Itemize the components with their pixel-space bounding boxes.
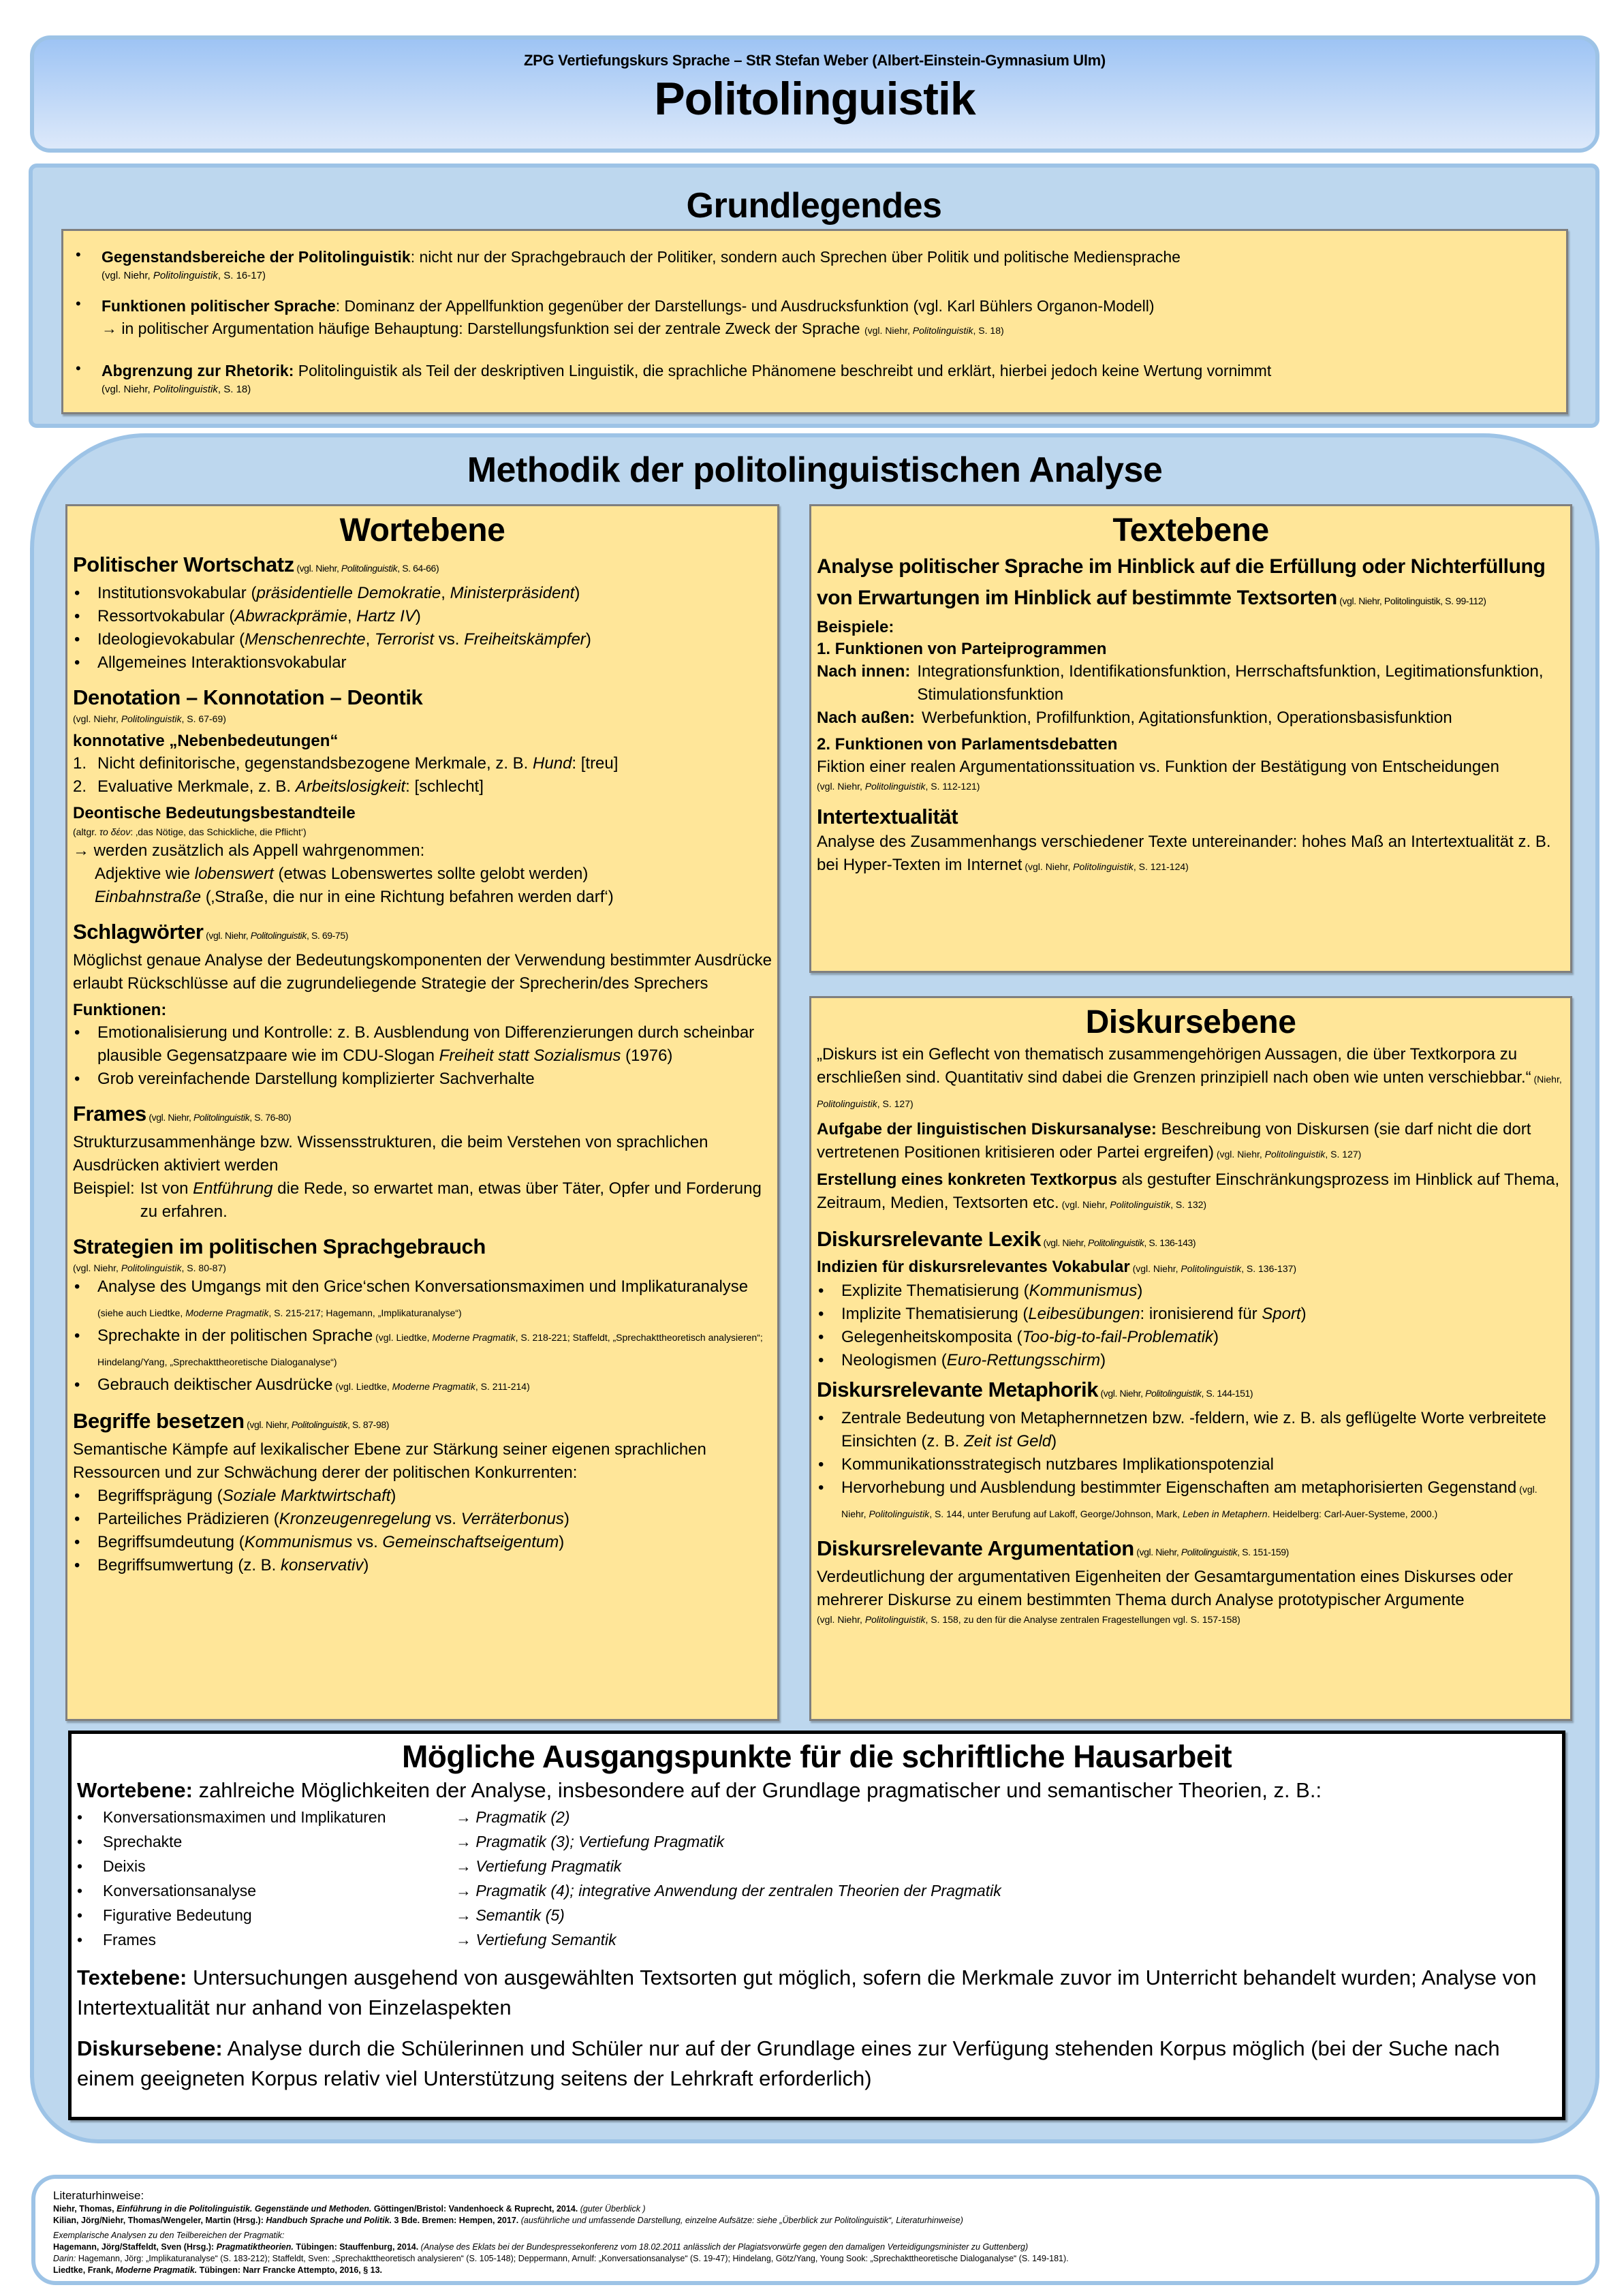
- wortebene-lead: Wortebene: zahlreiche Möglichkeiten der Analyse, insbesondere auf der Grundlage pragmatischer und semantischer Theorien, z. B.:: [77, 1778, 1322, 1802]
- list-item: • Hervorhebung und Ausblendung bestimmter Eigenschaften am metaphorisierten Gegenstand (vgl. Niehr, Politolinguistik, S. 144, unter Berufung auf Lakoff, George/Johnson, Mark, Leben in Metaphern. Heidelberg: Carl-Auer-Systeme, 2000.): [817, 1476, 1565, 1525]
- item-label: Funktionen politischer Sprache: [102, 297, 336, 315]
- citation: (altgr. το δέον: ‚das Nötige, das Schickliche, die Pflicht‘): [73, 826, 307, 837]
- panel-title: Textebene: [1112, 512, 1269, 548]
- funktionen-list: [73, 1021, 772, 1091]
- list-item: • Explizite Thematisierung (Kommunismus): [817, 1279, 1565, 1303]
- list-item: • Begriffsumdeutung (Kommunismus vs. Gemeinschaftseigentum): [73, 1531, 772, 1554]
- subheading-begriffe: Begriffe besetzen (vgl. Niehr, Politolinguistik, S. 87-98): [73, 1409, 389, 1433]
- list-item: • Zentrale Bedeutung von Metaphernnetzen bzw. -feldern, wie z. B. als geflügelte Worte verbreitete Einsichten (z. B. Zeit ist Geld): [817, 1407, 1565, 1453]
- intertext-heading: Intertextualität: [817, 805, 958, 828]
- panel-title: Mögliche Ausgangspunkte für die schriftliche Hausarbeit: [401, 1739, 1232, 1774]
- textebene-paragraph: Textebene: Untersuchungen ausgehend von ausgewählten Textsorten gut möglich, sofern die Merkmale zuvor im Unterricht behandelt wurden; Analyse von Intertextualität nur anhand von Einzelaspekten: [77, 1966, 1537, 2019]
- item-label: Gegenstandsbereiche der Politolinguistik: [102, 248, 411, 266]
- list-item: • Grob vereinfachende Darstellung komplizierter Sachverhalte: [73, 1068, 772, 1091]
- example-text: Adjektive wie lobenswert (etwas Lobenswertes sollte gelobt werden): [95, 865, 589, 883]
- section-grundlegendes: [29, 164, 1599, 428]
- list-item: • Figurative Bedeutung → Semantik (5): [77, 1906, 565, 1924]
- list-item: • Begriffsumwertung (z. B. konservativ): [73, 1554, 772, 1577]
- section-methodik: [30, 433, 1599, 2143]
- section-literatur: [31, 2175, 1599, 2285]
- list-item: • Konversationsanalyse → Pragmatik (4); integrative Anwendung der zentralen Theorien der Pragmatik: [77, 1882, 1001, 1899]
- citation: (vgl. Niehr, Politolinguistik, S. 112-121): [817, 781, 980, 792]
- list-item: • Konversationsmaximen und Implikaturen → Pragmatik (2): [77, 1808, 570, 1826]
- body-text: Erstellung eines konkreten Textkorpus als gestufter Einschränkungsprozess im Hinblick auf Thema, Zeitraum, Medien, Textsorten etc. (vgl. Niehr, Politolinguistik, S. 132): [817, 1170, 1560, 1212]
- bullet-icon: •: [76, 295, 81, 312]
- panel-textebene: [809, 504, 1572, 973]
- poster-subtitle: ZPG Vertiefungskurs Sprache – StR Stefan Weber (Albert-Einstein-Gymnasium Ulm): [524, 52, 1106, 69]
- citation: (vgl. Niehr, Politolinguistik, S. 80-87): [73, 1262, 226, 1273]
- list-item: • Begriffsprägung (Soziale Marktwirtschaft): [73, 1485, 772, 1508]
- list-item: 2. Evaluative Merkmale, z. B. Arbeitslosigkeit: [schlecht]: [73, 777, 484, 796]
- nach-innen-row: Nach innen: Integrationsfunktion, Identifikationsfunktion, Herrschaftsfunktion, Legitimationsfunktion, Stimulationsfunktion: [817, 662, 1544, 704]
- konnotative-list: [73, 752, 772, 798]
- list-item: • Analyse des Umgangs mit den Grice‘schen Konversationsmaximen und Implikaturanalyse (siehe auch Liedtke, Moderne Pragmatik, S. 215-217; Hagemann, „Implikaturanalyse“): [73, 1275, 772, 1324]
- nach-aussen-row: Nach außen: Werbefunktion, Profilfunktion, Agitationsfunktion, Operationsbasisfunktion: [817, 709, 1452, 727]
- body-text: Analyse des Zusammenhangs verschiedener Texte untereinander: hohes Maß an Intertextualität z. B. bei Hyper-Texten im Internet (vgl. Niehr, Politolinguistik, S. 121-124): [817, 833, 1551, 874]
- subheading-strategien: Strategien im politischen Sprachgebrauch: [73, 1235, 486, 1258]
- strategien-list: [73, 1275, 772, 1398]
- section-title: Grundlegendes: [686, 186, 942, 226]
- indizien-heading: Indizien für diskursrelevantes Vokabular (vgl. Niehr, Politolinguistik, S. 136-137): [817, 1258, 1297, 1276]
- begriffe-list: [73, 1485, 772, 1577]
- subheading-lexik: Diskursrelevante Lexik (vgl. Niehr, Politolinguistik, S. 136-143): [817, 1227, 1196, 1251]
- citation: (vgl. Niehr, Politolinguistik, S. 67-69): [73, 713, 226, 724]
- literatur-title: Literaturhinweise:: [53, 2189, 144, 2202]
- exemplarisch-label: Exemplarische Analysen zu den Teilbereichen der Pragmatik:: [53, 2231, 285, 2240]
- citation: (vgl. Niehr, Politolinguistik, S. 16-17): [102, 270, 266, 281]
- subheading-frames: Frames (vgl. Niehr, Politolinguistik, S. 76-80): [73, 1102, 292, 1126]
- konnotative-heading: konnotative „Nebenbedeutungen“: [73, 732, 339, 750]
- item-text: : Dominanz der Appellfunktion gegenüber der Darstellungs- und Ausdrucksfunktion (vgl. Karl Bühlers Organon-Modell): [335, 297, 1155, 315]
- parteiprogramme-heading: 1. Funktionen von Parteiprogrammen: [817, 640, 1107, 658]
- literature-entry: Darin: Hagemann, Jörg: „Implikaturanalyse“ (S. 183-212); Staffeldt, Sven: „Sprechakttheoretisch analysieren“ (S. 105-148); Deppermann, Arnulf: „Konversationsanalyse“ (S. 19-47); Hindelang, Götz/Yang, Young Sook: „Sprechakttheoretische Dialoganalyse“ (S. 149-181).: [53, 2254, 1069, 2263]
- metaphorik-list: [817, 1407, 1565, 1525]
- panel-title: Wortebene: [339, 512, 505, 548]
- literature-entry: Liedtke, Frank, Moderne Pragmatik. Tübingen: Narr Francke Attempto, 2016, § 13.: [53, 2265, 383, 2275]
- panel-hausarbeit: [68, 1731, 1565, 2120]
- list-item: • Sprechakte → Pragmatik (3); Vertiefung Pragmatik: [77, 1833, 725, 1850]
- arrow-text: → werden zusätzlich als Appell wahrgenommen:: [73, 841, 425, 860]
- poster-header: [30, 35, 1599, 153]
- subheading-denotation: Denotation – Konnotation – Deontik: [73, 685, 423, 709]
- bullet-icon: •: [76, 360, 81, 377]
- list-item: • Deixis → Vertiefung Pragmatik: [77, 1857, 622, 1875]
- subheading-wortschatz: Politischer Wortschatz (vgl. Niehr, Politolinguistik, S. 64-66): [73, 553, 439, 576]
- diskursebene-paragraph: Diskursebene: Analyse durch die Schülerinnen und Schüler nur auf der Grundlage eines zur Verfügung stehenden Korpus möglich (bei der Suche nach einem geeigneten Korpus relativ viel Unterstützung seitens der Lehrkraft erforderlich): [77, 2036, 1500, 2090]
- literature-entry: Kilian, Jörg/Niehr, Thomas/Wengeler, Martin (Hrsg.): Handbuch Sprache und Politik. 3 Bde. Bremen: Hempen, 2017. (ausführliche und umfassende Darstellung, einzelne Aufsätze: siehe „Überblick zur Politolinguistik“, Literaturhinweise): [53, 2216, 963, 2225]
- list-item: • Gebrauch deiktischer Ausdrücke (vgl. Liedtke, Moderne Pragmatik, S. 211-214): [73, 1374, 772, 1398]
- poster-title: Politolinguistik: [654, 73, 975, 125]
- funktionen-label: Funktionen:: [73, 1001, 167, 1019]
- quote-text: „Diskurs ist ein Geflecht von thematisch zusammengehörigen Aussagen, die über Textkorpora zu erschließen sind. Quantitativ sind dabei die Grenzen prinzipiell nach oben wie unten verschiebbar.“ (Niehr, Politolinguistik, S. 127): [817, 1045, 1562, 1109]
- list-item: • Implizite Thematisierung (Leibesübungen: ironisierend für Sport): [817, 1303, 1565, 1326]
- hausarbeit-topic-list: [77, 1805, 1557, 1952]
- panel-title: Diskursebene: [1085, 1004, 1296, 1040]
- subheading-metaphorik: Diskursrelevante Metaphorik (vgl. Niehr, Politolinguistik, S. 144-151): [817, 1378, 1253, 1401]
- literature-entry: Niehr, Thomas, Einführung in die Politolinguistik. Gegenstände und Methoden. Göttingen/Bristol: Vandenhoeck & Ruprecht, 2014. (guter Überblick ): [53, 2204, 646, 2214]
- subheading-schlagwoerter: Schlagwörter (vgl. Niehr, Politolinguistik, S. 69-75): [73, 920, 348, 944]
- list-item: • Parteiliches Prädizieren (Kronzeugenregelung vs. Verräterbonus): [73, 1508, 772, 1531]
- list-item: [76, 295, 1554, 342]
- section-title: Methodik der politolinguistischen Analyse: [467, 450, 1163, 490]
- bullet-icon: •: [76, 246, 81, 263]
- deontisch-heading: Deontische Bedeutungsbestandteile: [73, 804, 356, 822]
- list-item: 1. Nicht definitorische, gegenstandsbezogene Merkmale, z. B. Hund: [treu]: [73, 754, 619, 773]
- item-text: Politolinguistik als Teil der deskriptiven Linguistik, die sprachliche Phänomene beschreibt und erklärt, hierbei jedoch keine Wertung vornimmt: [294, 362, 1272, 379]
- citation: (vgl. Niehr, Politolinguistik, S. 158, zu den für die Analyse zentralen Fragestellungen vgl. S. 157-158): [817, 1614, 1240, 1625]
- list-item: • Frames → Vertiefung Semantik: [77, 1931, 616, 1949]
- body-text: Verdeutlichung der argumentativen Eigenheiten der Gesamtargumentation eines Diskurses oder mehrerer Diskurse zu einem bestimmten Thema durch Analyse prototypischer Argumente: [817, 1568, 1513, 1609]
- parlament-heading: 2. Funktionen von Parlamentsdebatten: [817, 735, 1118, 754]
- item-label: Abgrenzung zur Rhetorik:: [102, 362, 294, 379]
- body-text: Aufgabe der linguistischen Diskursanalyse: Beschreibung von Diskursen (sie darf nicht die dort vertretenen Positionen kritisieren oder Partei ergreifen) (vgl. Niehr, Politolinguistik, S. 127): [817, 1120, 1531, 1162]
- list-item: • Neologismen (Euro-Rettungsschirm): [817, 1349, 1565, 1372]
- literature-entry: Hagemann, Jörg/Staffeldt, Sven (Hrsg.): Pragmatiktheorien. Tübingen: Stauffenburg, 2014. (Analyse des Eklats bei der Bundespressekonferenz vom 18.02.2011 anlässlich der Plagiatsvorwürfe gegen den damaligen Verteidigungsminister zu Guttenberg): [53, 2242, 1029, 2252]
- list-item: • Institutionsvokabular (präsidentielle Demokratie, Ministerpräsident): [73, 582, 772, 605]
- list-item: • Allgemeines Interaktionsvokabular: [73, 651, 772, 674]
- wortschatz-list: [73, 582, 772, 674]
- example-text: Einbahnstraße (‚Straße, die nur in eine Richtung befahren werden darf‘): [95, 888, 614, 906]
- list-item: • Sprechakte in der politischen Sprache (vgl. Liedtke, Moderne Pragmatik, S. 218-221; Staffeldt, „Sprechakttheoretisch analysieren“; Hindelang/Yang, „Sprechakttheoretische Dialoganalyse“): [73, 1324, 772, 1374]
- body-text: Strukturzusammenhänge bzw. Wissensstrukturen, die beim Verstehen von sprachlichen Ausdrücken aktiviert werden: [73, 1133, 708, 1175]
- item-arrow-text: → in politischer Argumentation häufige Behauptung: Darstellungsfunktion sei der zentrale Zweck der Sprache (vgl. Niehr, Politolinguistik, S. 18): [102, 320, 1004, 337]
- list-item: • Gelegenheitskomposita (Too-big-to-fail-Problematik): [817, 1326, 1565, 1349]
- beispiele-label: Beispiele:: [817, 618, 894, 636]
- body-text: Möglichst genaue Analyse der Bedeutungskomponenten der Verwendung bestimmter Ausdrücke erlaubt Rückschlüsse auf die zugrundeliegende Strategie der Sprecherin/des Sprechers: [73, 951, 772, 993]
- list-item: [76, 246, 1554, 284]
- list-item: [76, 360, 1554, 398]
- textebene-heading: Analyse politischer Sprache im Hinblick auf die Erfüllung oder Nichterfüllung von Erwartungen im Hinblick auf bestimmte Textsorten (vgl. Niehr, Politolinguistik, S. 99-112): [817, 555, 1546, 609]
- lexik-list: [817, 1279, 1565, 1372]
- example-text: Beispiel: Ist von Entführung die Rede, so erwartet man, etwas über Täter, Opfer und Forderung zu erfahren.: [73, 1179, 762, 1221]
- subheading-argumentation: Diskursrelevante Argumentation (vgl. Niehr, Politolinguistik, S. 151-159): [817, 1536, 1289, 1560]
- list-item: • Ressortvokabular (Abwrackprämie, Hartz IV): [73, 605, 772, 628]
- body-text: Fiktion einer realen Argumentationssituation vs. Funktion der Bestätigung von Entscheidungen: [817, 758, 1499, 776]
- list-item: • Ideologievokabular (Menschenrechte, Terrorist vs. Freiheitskämpfer): [73, 628, 772, 651]
- body-text: Semantische Kämpfe auf lexikalischer Ebene zur Stärkung seiner eigenen sprachlichen Ressourcen und zur Schwächung derer der politischen Konkurrenten:: [73, 1440, 706, 1482]
- list-item: • Emotionalisierung und Kontrolle: z. B. Ausblendung von Differenzierungen durch scheinbar plausible Gegensatzpaare wie im CDU-Slogan Freiheit statt Sozialismus (1976): [73, 1021, 772, 1068]
- item-text: : nicht nur der Sprachgebrauch der Politiker, sondern auch Sprechen über Politik und politische Mediensprache: [410, 248, 1181, 266]
- panel-diskursebene: [809, 996, 1572, 1721]
- citation: (vgl. Niehr, Politolinguistik, S. 18): [102, 384, 251, 395]
- list-item: • Kommunikationsstrategisch nutzbares Implikationspotenzial: [817, 1453, 1565, 1476]
- panel-wortebene: [65, 504, 779, 1721]
- grundlegendes-box: [61, 229, 1568, 414]
